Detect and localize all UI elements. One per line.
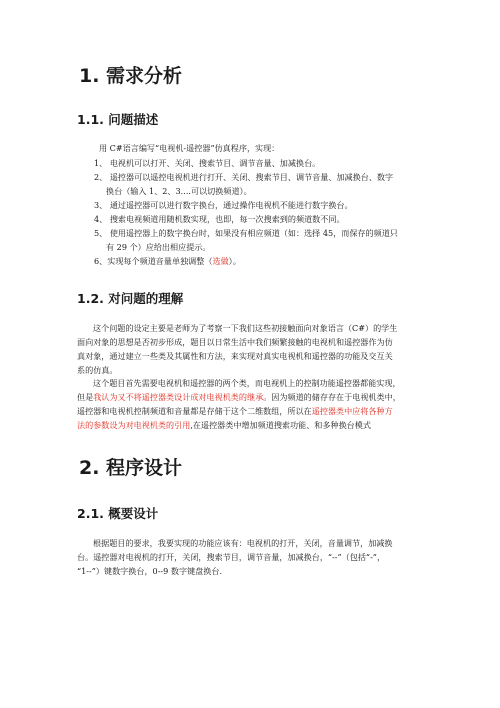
- understanding-p1-line-1: 这个问题的设定主要是老师为了考察一下我们这些初接触面向对象语言（C#）的学生: [93, 323, 398, 333]
- section-1-heading: 1. 需求分析: [79, 65, 183, 87]
- p2-line-3-start: 遥控器和电视机控制频道和音量都是存储于这个二维数组，所以在: [77, 406, 312, 416]
- p2-line-2-start: 但是: [77, 392, 94, 402]
- understanding-p2-line-4: [77, 419, 371, 431]
- item-6-suffix: ）。: [228, 256, 241, 266]
- requirement-item-5: 5、 使用遥控器上的数字换台时，如果没有相应频道（如：选择 45，而保存的频道只: [94, 228, 398, 238]
- requirement-item-1: 1、 电视机可以打开、关闭、搜索节目、调节音量、加减换台。: [94, 158, 321, 168]
- p2-line-2-highlight: 我认为又不将遥控器类设计成对电视机类的继承: [93, 392, 264, 402]
- understanding-p1-line-4: 系的仿真。: [77, 365, 118, 375]
- item-6-prefix: 6、实现每个频道音量单独调整（: [94, 256, 213, 266]
- requirement-item-5-cont: 有 29 个）应给出相应提示。: [106, 242, 211, 252]
- p2-line-4-end: ,在遥控器类中增加频道搜索功能、和多种换台模式: [190, 420, 371, 430]
- requirement-item-2: 2、 遥控器可以遥控电视机进行打开、关闭、搜索节目、调节音量、加减换台、数字: [94, 172, 394, 182]
- p2-line-3-highlight: 遥控器类中应将各种方: [311, 406, 393, 416]
- section-1-1-heading: 1.1. 问题描述: [77, 112, 159, 127]
- design-line-1: 根据题目的要求，我要实现的功能应该有：电视机的打开，关闭，音量调节，加减换: [93, 538, 393, 548]
- section-2-1-heading: 2.1. 概要设计: [77, 506, 159, 521]
- understanding-p1-line-3: 真对象，通过建立一些类及其属性和方法，来实现对真实电视机和遥控器的功能及交互关: [77, 351, 393, 361]
- design-line-3: “1--”）键数字换台，0--9 数字键盘换台.: [77, 566, 223, 576]
- understanding-p2-line-3: [77, 405, 393, 417]
- understanding-p2-line-1: 这个题目首先需要电视机和遥控器的两个类，而电视机上的控制功能遥控器都能实现，: [93, 378, 401, 388]
- p2-line-4-highlight: 法的参数设为对电视机类的引用: [77, 420, 191, 430]
- requirement-item-6: [94, 255, 241, 267]
- requirement-item-2-cont: 换台（输入 1、2、3....可以切换频道）。: [106, 186, 252, 196]
- requirement-item-4: 4、 搜索电视频道用随机数实现，也即，每一次搜索到的频道数不同。: [94, 214, 345, 224]
- section-1-2-heading: 1.2. 对问题的理解: [77, 291, 184, 306]
- understanding-p1-line-2: 面向对象的思想是否初步形成，题目以日常生活中我们频繁接触的电视机和遥控器作为仿: [77, 337, 393, 347]
- understanding-p2-line-2: [77, 391, 401, 403]
- item-6-optional-tag: 选做: [212, 256, 229, 266]
- problem-intro: 用 C#语言编写“电视机-遥控器”仿真程序，实现：: [99, 143, 280, 153]
- requirement-item-3: 3、 通过遥控器可以进行数字换台，通过操作电视机不能进行数字换台。: [94, 200, 353, 210]
- design-line-2: 台。遥控器对电视机的打开，关闭，搜索节目，调节音量，加减换台，“--”（包括“-”，: [77, 552, 386, 562]
- p2-line-2-end: 。因为频道的储存存在于电视机类中，: [263, 392, 401, 402]
- section-2-heading: 2. 程序设计: [79, 457, 183, 479]
